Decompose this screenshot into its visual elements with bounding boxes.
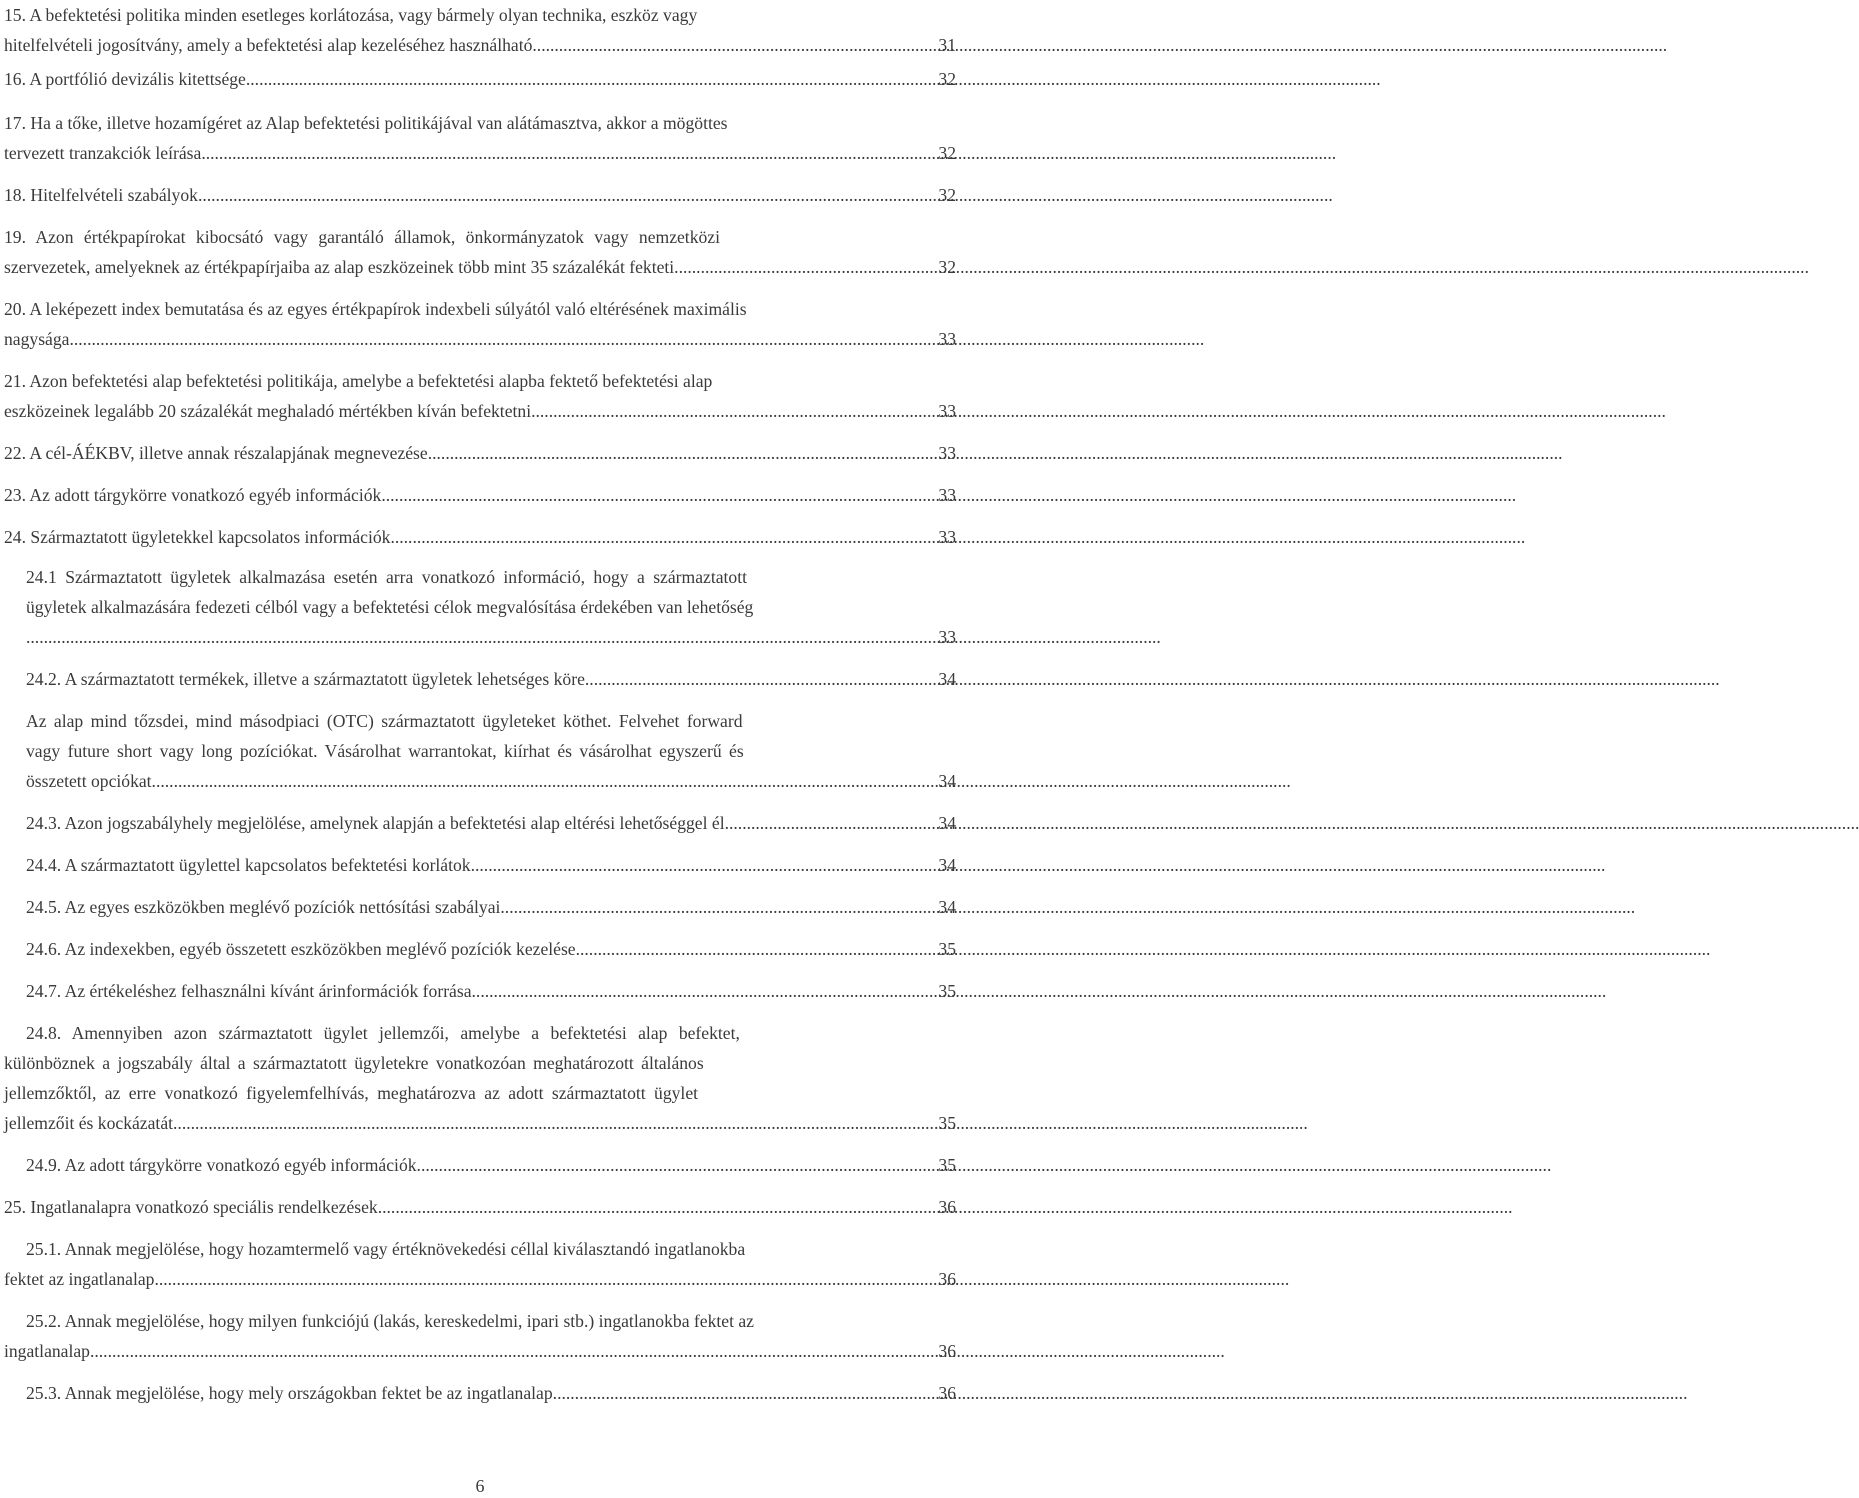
toc-text: 24.5. Az egyes eszközökben meglévő pozíciók nettósítási szabályai (26, 897, 501, 917)
toc-entry-25-2-cont[interactable] (4, 1336, 956, 1366)
page-ref: 33 (938, 627, 956, 647)
leader-dots (553, 1378, 939, 1408)
page-ref: 35 (938, 1155, 956, 1175)
toc-entry-24-7[interactable] (26, 976, 956, 1006)
page-ref: 36 (938, 1383, 956, 1403)
toc-entry-17-cont[interactable] (4, 138, 956, 168)
page-ref: 36 (938, 1197, 956, 1217)
toc-text: 24.3. Azon jogszabályhely megjelölése, amelynek alapján a befektetési alap eltérési lehetőséggel él (26, 813, 725, 833)
toc-entry-25-1[interactable]: 25.1. Annak megjelölése, hogy hozamtermelő vagy értéknövekedési céllal kiválasztandó ingatlanokba (26, 1239, 746, 1259)
page-ref: 32 (938, 69, 956, 89)
page-ref: 32 (938, 257, 956, 277)
toc-entry-25-2[interactable]: 25.2. Annak megjelölése, hogy milyen funkciójú (lakás, kereskedelmi, ipari stb.) ingatlanokba fektet az (26, 1311, 754, 1331)
toc-entry-24-1-dots[interactable] (26, 622, 956, 652)
toc-text: 18. Hitelfelvételi szabályok (4, 185, 198, 205)
toc-text: fektet az ingatlanalap (4, 1269, 155, 1289)
toc-entry-24-8-line-3[interactable]: jellemzőktől, az erre vonatkozó figyelemfelhívás, meghatározva az adott származtatott ügylet (4, 1083, 699, 1103)
leader-dots (674, 252, 938, 282)
page-ref: 32 (938, 143, 956, 163)
toc-entry-25-1-cont[interactable] (4, 1264, 956, 1294)
toc-entry-24-3[interactable] (26, 808, 956, 838)
page-ref: 35 (938, 939, 956, 959)
toc-note-line-1[interactable]: Az alap mind tőzsdei, mind másodpiaci (OTC) származtatott ügyleteket köthet. Felvehet forward (26, 711, 743, 731)
toc-note-line-3[interactable] (26, 766, 956, 796)
leader-dots (576, 934, 939, 964)
toc-entry-24-4[interactable] (26, 850, 956, 880)
toc-entry-15[interactable]: 15. A befektetési politika minden esetleges korlátozása, vagy bármely olyan technika, eszköz vagy (4, 5, 698, 25)
toc-entry-24-9[interactable] (26, 1150, 956, 1180)
toc-entry-24-1-cont[interactable]: ügyletek alkalmazására fedezeti célból vagy a befektetési célok megvalósítása érdekében van lehetőség (26, 597, 754, 617)
toc-text: 24.4. A származtatott ügylettel kapcsolatos befektetési korlátok (26, 855, 471, 875)
page-ref: 33 (938, 485, 956, 505)
page-ref: 35 (938, 1113, 956, 1133)
page-ref: 34 (938, 855, 956, 875)
toc-entry-24-2[interactable] (26, 664, 956, 694)
leader-dots (500, 892, 938, 922)
leader-dots (154, 1264, 938, 1294)
toc-text: hitelfelvételi jogosítvány, amely a befektetési alap kezeléséhez használható (4, 35, 533, 55)
toc-entry-20-cont[interactable] (4, 324, 956, 354)
toc-text: 24.9. Az adott tárgykörre vonatkozó egyéb információk (26, 1155, 417, 1175)
toc-entry-24-5[interactable] (26, 892, 956, 922)
toc-entry-24-6[interactable] (26, 934, 956, 964)
leader-dots (531, 396, 938, 426)
leader-dots (246, 64, 939, 94)
leader-dots (471, 850, 939, 880)
leader-dots (26, 622, 938, 652)
toc-entry-22[interactable] (4, 438, 956, 468)
toc-entry-24-8[interactable]: 24.8. Amennyiben azon származtatott ügylet jellemzői, amelybe a befektetési alap befektet, (26, 1023, 740, 1043)
leader-dots (417, 1150, 939, 1180)
leader-dots (378, 1192, 939, 1222)
toc-text: szervezetek, amelyeknek az értékpapírjaiba az alap eszközeinek több mint 35 százalékát fekteti (4, 257, 675, 277)
toc-text: nagysága (4, 329, 70, 349)
leader-dots (472, 976, 939, 1006)
toc-text: 22. A cél-ÁÉKBV, illetve annak részalapjának megnevezése (4, 443, 428, 463)
page-ref: 33 (938, 527, 956, 547)
leader-dots (156, 766, 938, 796)
toc-entry-17[interactable]: 17. Ha a tőke, illetve hozamígéret az Alap befektetési politikájával van alátámasztva, akkor a mögöttes (4, 113, 728, 133)
toc-text: 25.3. Annak megjelölése, hogy mely országokban fektet be az ingatlanalap (26, 1383, 553, 1403)
leader-dots (381, 480, 938, 510)
leader-dots (201, 138, 938, 168)
toc-entry-24[interactable] (4, 522, 956, 552)
leader-dots (69, 324, 938, 354)
toc-text: 24.7. Az értékeléshez felhasználni kívánt árinformációk forrása (26, 981, 472, 1001)
leader-dots (532, 30, 938, 60)
toc-text: tervezett tranzakciók leírása (4, 143, 202, 163)
toc-entry-25[interactable] (4, 1192, 956, 1222)
page-ref: 34 (938, 771, 956, 791)
page-number: 6 (475, 1476, 485, 1496)
toc-entry-16[interactable] (4, 64, 956, 94)
leader-dots (90, 1336, 938, 1366)
toc-entry-15-cont[interactable] (4, 30, 956, 60)
page-ref: 34 (938, 813, 956, 833)
toc-entry-18[interactable] (4, 180, 956, 210)
toc-text: eszközeinek legalább 20 százalékát meghaladó mértékben kíván befektetni (4, 401, 532, 421)
leader-dots (428, 438, 939, 468)
leader-dots (173, 1108, 938, 1138)
toc-entry-19[interactable]: 19. Azon értékpapírokat kibocsátó vagy garantáló államok, önkormányzatok vagy nemzetközi (4, 227, 720, 247)
toc-note-line-2[interactable]: vagy future short vagy long pozíciókat. Vásárolhat warrantokat, kiírhat és vásárolhat egyszerű és (26, 741, 744, 761)
leader-dots (390, 522, 938, 552)
leader-dots (585, 664, 939, 694)
toc-entry-23[interactable] (4, 480, 956, 510)
page-ref: 33 (938, 329, 956, 349)
toc-entry-25-3[interactable] (26, 1378, 956, 1408)
toc-entry-21-cont[interactable] (4, 396, 956, 426)
toc-text: ingatlanalap (4, 1341, 90, 1361)
page-ref: 33 (938, 443, 956, 463)
toc-entry-20[interactable]: 20. A leképezett index bemutatása és az egyes értékpapírok indexbeli súlyától való eltérésének maximális (4, 299, 747, 319)
toc-entry-21[interactable]: 21. Azon befektetési alap befektetési politikája, amelybe a befektetési alapba fektető befektetési alap (4, 371, 713, 391)
page-ref: 33 (938, 401, 956, 421)
toc-text: 23. Az adott tárgykörre vonatkozó egyéb információk (4, 485, 382, 505)
toc-entry-24-8-line-4[interactable] (4, 1108, 956, 1138)
page-ref: 31 (938, 35, 956, 55)
page-ref: 36 (938, 1341, 956, 1361)
page-ref: 35 (938, 981, 956, 1001)
page-ref: 34 (938, 897, 956, 917)
page-ref: 32 (938, 185, 956, 205)
toc-text: 24.6. Az indexekben, egyéb összetett eszközökben meglévő pozíciók kezelése (26, 939, 576, 959)
page-ref: 34 (938, 669, 956, 689)
toc-entry-19-cont[interactable] (4, 252, 956, 282)
toc-text: 24.2. A származtatott termékek, illetve a származtatott ügyletek lehetséges köre (26, 669, 585, 689)
toc-text: összetett opciókat. (26, 771, 156, 791)
toc-entry-24-8-line-2[interactable]: különböznek a jogszabály által a származtatott ügyletekre vonatkozóan meghatározott általános (4, 1053, 704, 1073)
page-ref: 36 (938, 1269, 956, 1289)
toc-text: jellemzőit és kockázatát (4, 1113, 174, 1133)
toc-text: 16. A portfólió devizális kitettsége (4, 69, 246, 89)
toc-text: 24. Származtatott ügyletekkel kapcsolatos információk (4, 527, 391, 547)
toc-entry-24-1[interactable]: 24.1 Származtatott ügyletek alkalmazása esetén arra vonatkozó információ, hogy a származtatott (26, 567, 747, 587)
leader-dots (725, 808, 939, 838)
leader-dots (198, 180, 938, 210)
toc-text: 25. Ingatlanalapra vonatkozó speciális rendelkezések (4, 1197, 378, 1217)
